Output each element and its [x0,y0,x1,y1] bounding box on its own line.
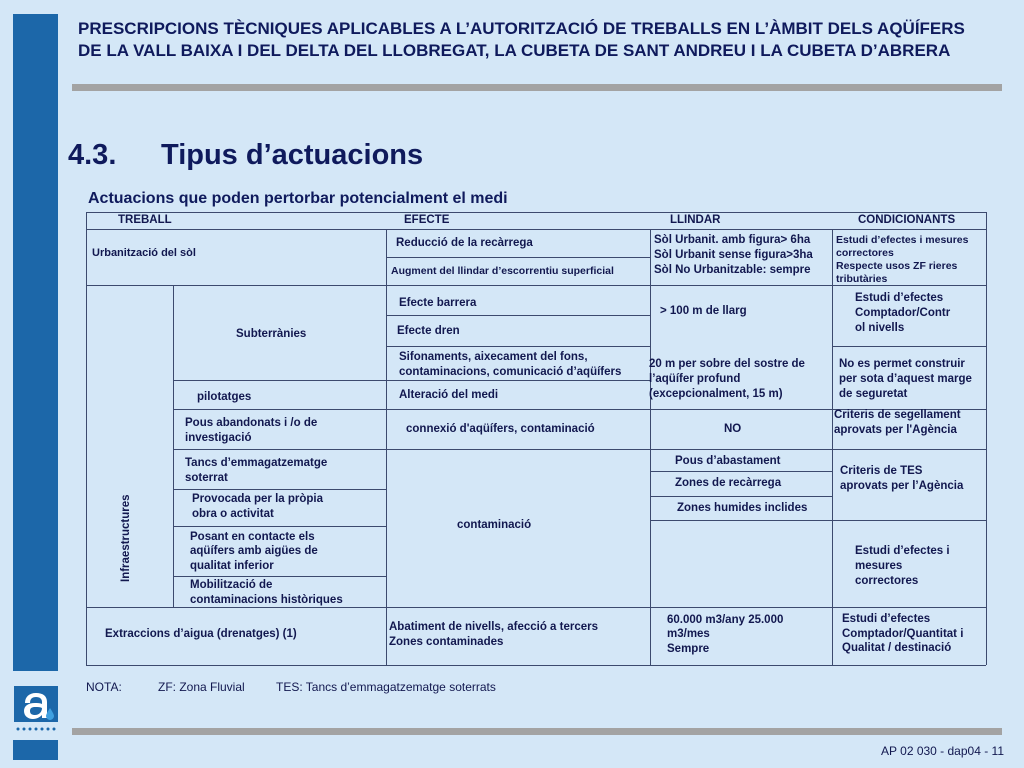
cond-urbanitzacio-3: Respecte usos ZF rieres [836,260,958,272]
treball-pilotatges: pilotatges [197,391,252,403]
cond-tancs-1: Criteris de TES [840,465,923,477]
efecte-reduccio: Reducció de la recàrrega [396,237,533,249]
table-caption: Actuacions que poden pertorbar potencialment el medi [88,190,508,207]
cond-subterranies-1: Estudi d’efectes [855,292,944,304]
agency-logo-icon [14,686,58,734]
cond-pilotatges-1: No es permet construir [839,358,965,370]
llindar-urbanitzacio-3: Sòl No Urbanitzable: sempre [654,264,811,276]
cond-pilotatges-2: per sota d’aquest marge [839,373,972,385]
efecte-abatiment-1: Abatiment de nivells, afecció a tercers [389,621,599,633]
efecte-dren: Efecte dren [397,325,460,337]
llindar-extraccions-1: 60.000 m3/any 25.000 [667,614,784,626]
column-header-llindar: LLINDAR [670,214,721,226]
llindar-pous: NO [724,423,742,435]
cond-pous-1: Criteris de segellament [834,409,961,421]
llindar-zones-humides: Zones humides inclides [677,502,808,514]
cond-subterranies-2: Comptador/Contr [855,307,951,319]
llindar-extraccions-2: m3/mes [667,628,710,640]
llindar-urbanitzacio-1: Sòl Urbanit. amb figura> 6ha [654,234,811,246]
efecte-contaminacio: contaminació [457,519,532,531]
header-divider [72,84,1002,91]
llindar-pilotatges-1: 20 m per sobre del sostre de [649,358,805,370]
cond-tancs-2: aprovats per l’Agència [840,480,964,492]
llindar-extraccions-3: Sempre [667,643,710,655]
cond-extraccions-2: Comptador/Quantitat i [842,628,964,640]
treball-pous-1: Pous abandonats i /o de [185,417,318,429]
treball-provocada-2: obra o activitat [192,508,274,520]
cond-urbanitzacio-4: tributàries [836,273,888,285]
efecte-alteracio: Alteració del medi [399,389,499,401]
treball-urbanitzacio: Urbanització del sòl [92,247,196,259]
efecte-sifonaments-2: contaminacions, comunicació d’aqüífers [399,366,622,378]
left-accent-bar-bottom [13,740,58,760]
nota-tes: TES: Tancs d’emmagatzematge soterrats [276,680,496,694]
cond-urbanitzacio-2: correctores [836,247,894,259]
document-header-title: PRESCRIPCIONS TÈCNIQUES APLICABLES A L’AUTORITZACIÓ DE TREBALLS EN L’ÀMBIT DELS AQÜÍFERS DE LA VALL BAIXA I DEL DELTA DEL LLOBREGAT, LA CUBETA DE SANT ANDREU I LA CUBETA D’ABRERA [78,19,965,60]
treball-mobilitzacio-2: contaminacions històriques [190,594,343,606]
cond-extraccions-3: Qualitat / destinació [842,642,952,654]
llindar-zones-recarrega: Zones de recàrrega [675,477,782,489]
treball-subterranies: Subterrànies [236,328,307,340]
column-header-efecte: EFECTE [404,214,450,226]
efecte-barrera: Efecte barrera [399,297,477,309]
cond-subterranies-3: ol nivells [855,322,905,334]
treball-tancs-2: soterrat [185,472,228,484]
column-header-treball: TREBALL [118,214,172,226]
llindar-pilotatges-3: (excepcionalment, 15 m) [649,388,783,400]
cond-pous-2: aprovats per l'Agència [834,424,957,436]
page-number: AP 02 030 - dap04 - 11 [881,744,1004,758]
cond-mesures-2: mesures [855,560,903,572]
nota-label: NOTA: [86,680,122,694]
efecte-sifonaments-1: Sifonaments, aixecament del fons, [399,351,588,363]
treball-posant-3: qualitat inferior [190,560,274,572]
llindar-pilotatges-2: l’aqüífer profund [649,373,741,385]
treball-tancs-1: Tancs d’emmagatzematge [185,457,328,469]
column-header-condicionants: CONDICIONANTS [858,214,956,226]
efecte-abatiment-2: Zones contaminades [389,636,504,648]
footer-divider [72,728,1002,735]
section-title: Tipus d’actuacions [161,139,424,171]
treball-provocada-1: Provocada per la pròpia [192,493,324,505]
cond-mesures-3: correctores [855,575,919,587]
cond-mesures-1: Estudi d’efectes i [855,545,950,557]
left-accent-bar [13,14,58,671]
treball-posant-2: aqüífers amb aigües de [190,545,318,557]
treball-posant-1: Posant en contacte els [190,531,315,543]
cond-extraccions-1: Estudi d’efectes [842,613,931,625]
treball-mobilitzacio-1: Mobilització de [190,579,273,591]
efecte-escorrentiu: Augment del llindar d’escorrentiu superficial [391,265,614,277]
nota-zf: ZF: Zona Fluvial [158,680,245,694]
cond-pilotatges-3: de seguretat [839,388,908,400]
group-label-infraestructures: Infraestructures [120,494,132,582]
llindar-urbanitzacio-2: Sòl Urbanit sense figura>3ha [654,249,813,261]
treball-pous-2: investigació [185,432,252,444]
efecte-connexio: connexió d'aqüífers, contaminació [406,423,595,435]
treball-extraccions: Extraccions d’aigua (drenatges) (1) [105,628,297,640]
cond-urbanitzacio-1: Estudi d’efectes i mesures [836,234,969,246]
section-number: 4.3. [68,139,117,171]
llindar-pous-abastament: Pous d’abastament [675,455,781,467]
llindar-subterranies: > 100 m de llarg [660,305,747,317]
